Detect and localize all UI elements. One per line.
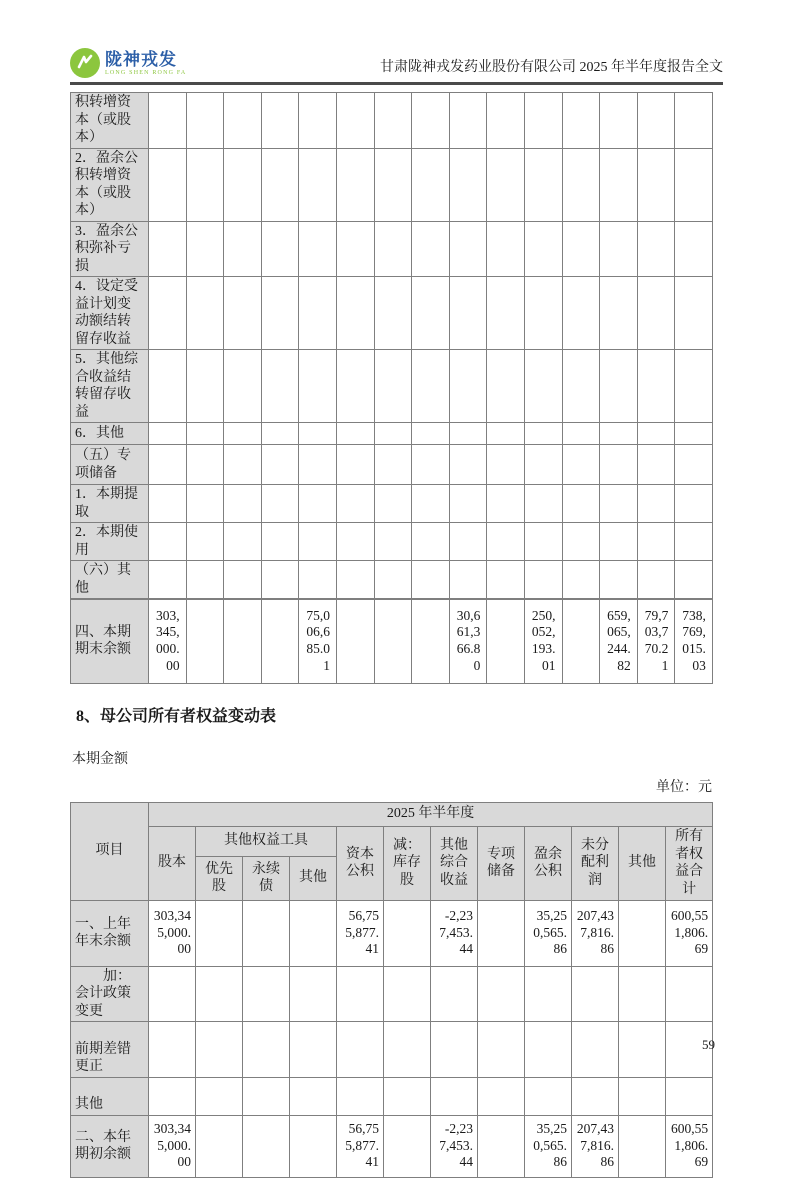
table-row: [71, 277, 713, 350]
table-cell: [299, 221, 337, 277]
table-cell: [290, 966, 337, 1022]
page-header: [70, 0, 723, 78]
table-cell: [336, 221, 374, 277]
page-content: [70, 0, 723, 1178]
table-cell: [478, 1115, 525, 1177]
table-cell: [290, 1077, 337, 1115]
table-cell: [299, 93, 337, 149]
table-cell: [336, 485, 374, 523]
table-cell: [224, 445, 262, 485]
table-row: [71, 966, 713, 1022]
table-cell: [562, 277, 600, 350]
table-cell: [487, 523, 525, 561]
table-cell: [600, 221, 638, 277]
table-cell: [261, 423, 299, 445]
table-cell: [299, 445, 337, 485]
table-cell: [478, 966, 525, 1022]
table-cell: [149, 485, 187, 523]
row-label: （五）专项储备: [71, 445, 149, 485]
table-cell: [431, 966, 478, 1022]
table-cell: [290, 900, 337, 966]
table-cell: [374, 423, 412, 445]
table-row: [71, 523, 713, 561]
table-cell: [336, 148, 374, 221]
table-cell: [374, 221, 412, 277]
table-cell: [186, 148, 224, 221]
table-cell: [299, 523, 337, 561]
table-cell: [337, 1077, 384, 1115]
table-cell: [384, 1115, 431, 1177]
section-title: 8、母公司所有者权益变动表: [76, 707, 277, 725]
table-cell: 659,065,244.82: [600, 599, 638, 683]
table-cell: [243, 1115, 290, 1177]
column-header-oci: 其他综合收益: [431, 826, 478, 900]
table-cell: [600, 148, 638, 221]
table-cell: [261, 561, 299, 600]
table-cell: [196, 1022, 243, 1078]
table-cell: [412, 148, 450, 221]
table-cell: [243, 1077, 290, 1115]
consolidated-equity-table: [70, 92, 713, 684]
table-cell: [374, 599, 412, 683]
row-label: 二、本年期初余额: [71, 1115, 149, 1177]
table-cell: [336, 423, 374, 445]
parent-equity-table: [70, 802, 713, 1178]
table-row: [71, 1115, 713, 1177]
table-cell: [224, 561, 262, 600]
table-cell: [412, 599, 450, 683]
column-header-other-tool: 其他: [290, 856, 337, 900]
row-label: 积转增资本（或股本）: [71, 93, 149, 149]
table-cell: 303,345,000.00: [149, 900, 196, 966]
table-cell: [196, 966, 243, 1022]
table-cell: [374, 277, 412, 350]
table-cell: [487, 485, 525, 523]
table-cell: [572, 1022, 619, 1078]
table-cell: [675, 148, 713, 221]
table-cell: [224, 423, 262, 445]
table-cell: [412, 445, 450, 485]
table-cell: [449, 523, 487, 561]
table-cell: [525, 1077, 572, 1115]
table-cell: [619, 1077, 666, 1115]
table-cell: [431, 1022, 478, 1078]
table-cell: [374, 523, 412, 561]
table-cell: [449, 221, 487, 277]
table-cell: [562, 148, 600, 221]
period-caption: 本期金额: [72, 751, 128, 767]
table-cell: -2,237,453.44: [431, 1115, 478, 1177]
row-label: 5．其他综合收益结转留存收益: [71, 350, 149, 423]
table-cell: [600, 445, 638, 485]
table-cell: [637, 445, 675, 485]
row-label: （六）其他: [71, 561, 149, 600]
table-cell: [412, 277, 450, 350]
table-cell: [261, 277, 299, 350]
table-cell: 738,769,015.03: [675, 599, 713, 683]
table-cell: [149, 277, 187, 350]
table-cell: [149, 423, 187, 445]
table-cell: [374, 93, 412, 149]
table-cell: [336, 561, 374, 600]
column-header-period: 2025 年半年度: [149, 802, 713, 826]
table-row: [71, 445, 713, 485]
table-row: [71, 221, 713, 277]
table-cell: [600, 277, 638, 350]
table-cell: [562, 350, 600, 423]
table-cell: [336, 445, 374, 485]
table-cell: [412, 423, 450, 445]
table-cell: [186, 485, 224, 523]
table-cell: 303,345,000.00: [149, 1115, 196, 1177]
table-cell: [186, 523, 224, 561]
row-label: 3．盈余公积弥补亏损: [71, 221, 149, 277]
table-cell: [243, 1022, 290, 1078]
table-cell: [299, 423, 337, 445]
column-header-preferred: 优先股: [196, 856, 243, 900]
table-cell: [149, 445, 187, 485]
table-row: [71, 485, 713, 523]
table-cell: [487, 93, 525, 149]
table-cell: [384, 1077, 431, 1115]
table-header-row: [71, 802, 713, 826]
table-cell: [149, 350, 187, 423]
page-number: 59: [702, 1037, 715, 1052]
table-cell: [412, 523, 450, 561]
table-cell: [487, 423, 525, 445]
table-cell: [600, 423, 638, 445]
table-cell: [449, 423, 487, 445]
table-cell: [186, 423, 224, 445]
table-cell: [224, 599, 262, 683]
table-cell: [675, 561, 713, 600]
table-cell: [374, 561, 412, 600]
table-cell: [186, 93, 224, 149]
row-label: 2．本期使用: [71, 523, 149, 561]
table-cell: [243, 966, 290, 1022]
table-row: [71, 561, 713, 600]
table-cell: [524, 350, 562, 423]
table-cell: [600, 350, 638, 423]
row-label: 一、上年年末余额: [71, 900, 149, 966]
table-cell: [637, 221, 675, 277]
table-cell: [261, 485, 299, 523]
table-row: [71, 1077, 713, 1115]
table-cell: [637, 148, 675, 221]
table-cell: [562, 485, 600, 523]
table-cell: 207,437,816.86: [572, 900, 619, 966]
table-cell: [562, 561, 600, 600]
table-cell: 75,006,685.01: [299, 599, 337, 683]
table-cell: [572, 1077, 619, 1115]
table-cell: [562, 599, 600, 683]
table-cell: [336, 350, 374, 423]
table-cell: [524, 148, 562, 221]
table-cell: [562, 423, 600, 445]
table-cell: [149, 523, 187, 561]
column-header-other-equity-group: 其他权益工具: [196, 826, 337, 856]
brand-name-cn: 陇神戎发: [105, 49, 177, 69]
column-header-project: 项目: [71, 802, 149, 900]
table-cell: [374, 148, 412, 221]
table-cell: [374, 485, 412, 523]
table-cell: [675, 445, 713, 485]
table-cell: [449, 277, 487, 350]
table-cell: 600,551,806.69: [666, 900, 713, 966]
table-cell: [449, 93, 487, 149]
table-cell: [487, 445, 525, 485]
row-label: 前期差错更正: [71, 1022, 149, 1078]
table-cell: [290, 1115, 337, 1177]
table-cell: [261, 221, 299, 277]
brand-text: [105, 51, 186, 76]
table-cell: [337, 966, 384, 1022]
table-cell: [384, 900, 431, 966]
table-cell: [675, 93, 713, 149]
table-cell: [196, 1115, 243, 1177]
table-cell: [600, 561, 638, 600]
table-cell: [637, 277, 675, 350]
table-cell: [431, 1077, 478, 1115]
table-cell: [186, 445, 224, 485]
table-cell: [384, 1022, 431, 1078]
table-cell: [224, 93, 262, 149]
table-cell: [224, 485, 262, 523]
table-cell: [299, 485, 337, 523]
table-cell: [261, 523, 299, 561]
table-cell: [336, 523, 374, 561]
table-cell: [374, 350, 412, 423]
table-cell: [478, 1077, 525, 1115]
table-cell: [562, 445, 600, 485]
table-cell: [336, 599, 374, 683]
row-label: 其他: [71, 1077, 149, 1115]
table-cell: [619, 1022, 666, 1078]
table-cell: 56,755,877.41: [337, 1115, 384, 1177]
table-cell: [524, 445, 562, 485]
table-cell: [478, 1022, 525, 1078]
table-cell: [290, 1022, 337, 1078]
table-cell: [412, 561, 450, 600]
row-label: 加：会计政策变更: [71, 966, 149, 1022]
row-label: 4．设定受益计划变动额结转留存收益: [71, 277, 149, 350]
table-row: [71, 599, 713, 683]
table-cell: [525, 1022, 572, 1078]
table-cell: [487, 561, 525, 600]
table-cell: [186, 350, 224, 423]
table-cell: [261, 350, 299, 423]
table-cell: [562, 221, 600, 277]
table-cell: 600,551,806.69: [666, 1115, 713, 1177]
table-cell: [261, 445, 299, 485]
table-cell: [243, 900, 290, 966]
table-cell: [619, 900, 666, 966]
table-cell: [666, 1077, 713, 1115]
table-cell: [149, 561, 187, 600]
table-cell: [449, 445, 487, 485]
column-header-surplus-reserve: 盈余公积: [525, 826, 572, 900]
table-cell: [600, 523, 638, 561]
table-cell: [487, 277, 525, 350]
column-header-other: 其他: [619, 826, 666, 900]
table-row: [71, 423, 713, 445]
table-cell: [487, 148, 525, 221]
report-title: 甘肃陇神戎发药业股份有限公司 2025 年半年度报告全文: [380, 60, 723, 75]
table-cell: [487, 221, 525, 277]
column-header-less-treasury: 减：库存股: [384, 826, 431, 900]
table-cell: 207,437,816.86: [572, 1115, 619, 1177]
row-label: 6．其他: [71, 423, 149, 445]
table-cell: [224, 350, 262, 423]
table-cell: 35,250,565.86: [525, 1115, 572, 1177]
column-header-special-reserve: 专项储备: [478, 826, 525, 900]
table-header-row: [71, 826, 713, 856]
table-cell: [675, 350, 713, 423]
logo-glyph-icon: [75, 53, 95, 73]
table-row: [71, 93, 713, 149]
table-cell: [299, 277, 337, 350]
table-cell: [637, 485, 675, 523]
table-cell: [562, 93, 600, 149]
table-cell: 30,661,366.80: [449, 599, 487, 683]
table-cell: [374, 445, 412, 485]
table-cell: [637, 423, 675, 445]
table-cell: 56,755,877.41: [337, 900, 384, 966]
table-cell: [299, 148, 337, 221]
table-cell: [524, 423, 562, 445]
logo-icon: [70, 48, 100, 78]
table-cell: [600, 485, 638, 523]
table-cell: [336, 277, 374, 350]
table-cell: [224, 221, 262, 277]
table-cell: [666, 966, 713, 1022]
table-cell: [299, 350, 337, 423]
row-label: 1．本期提取: [71, 485, 149, 523]
table-cell: [675, 423, 713, 445]
table-cell: [449, 148, 487, 221]
column-header-share-capital: 股本: [149, 826, 196, 900]
table-cell: [562, 523, 600, 561]
table-row: [71, 148, 713, 221]
table-cell: [637, 93, 675, 149]
table-cell: [412, 350, 450, 423]
company-logo: [70, 48, 186, 78]
table-cell: [384, 966, 431, 1022]
table-cell: [186, 221, 224, 277]
table-cell: [261, 599, 299, 683]
table-cell: 250,052,193.01: [524, 599, 562, 683]
table-cell: [299, 561, 337, 600]
table-cell: [675, 221, 713, 277]
table-cell: [487, 599, 525, 683]
table-cell: [186, 277, 224, 350]
column-header-retained-profit: 未分配利润: [572, 826, 619, 900]
table-cell: [186, 561, 224, 600]
table-cell: [524, 523, 562, 561]
table-cell: [524, 221, 562, 277]
table-cell: [149, 966, 196, 1022]
row-label: 四、本期期末余额: [71, 599, 149, 683]
table-cell: [525, 966, 572, 1022]
table-cell: [261, 148, 299, 221]
table-cell: [149, 93, 187, 149]
table-cell: [487, 350, 525, 423]
table-cell: 35,250,565.86: [525, 900, 572, 966]
table-cell: [149, 221, 187, 277]
table-cell: [600, 93, 638, 149]
table-cell: [619, 966, 666, 1022]
table-cell: [524, 93, 562, 149]
table-cell: [572, 966, 619, 1022]
table-cell: [619, 1115, 666, 1177]
column-header-total-equity: 所有者权益合计: [666, 826, 713, 900]
table-cell: [524, 485, 562, 523]
table-cell: [261, 93, 299, 149]
table-cell: [449, 350, 487, 423]
table-cell: [337, 1022, 384, 1078]
brand-name-en: LONG SHEN RONG FA: [105, 69, 187, 76]
table-cell: [449, 485, 487, 523]
table-row: [71, 350, 713, 423]
table-cell: [149, 1077, 196, 1115]
table-cell: [186, 599, 224, 683]
table-cell: [637, 561, 675, 600]
table-cell: [524, 277, 562, 350]
table-cell: [412, 221, 450, 277]
table-cell: [149, 1022, 196, 1078]
table-cell: [224, 148, 262, 221]
table-cell: [149, 148, 187, 221]
table-cell: -2,237,453.44: [431, 900, 478, 966]
table-cell: [449, 561, 487, 600]
table-row: [71, 900, 713, 966]
header-rule: [70, 82, 723, 85]
table-cell: [196, 1077, 243, 1115]
table-cell: [675, 485, 713, 523]
column-header-perpetual: 永续债: [243, 856, 290, 900]
table-cell: [675, 277, 713, 350]
row-label: 2．盈余公积转增资本（或股本）: [71, 148, 149, 221]
table-row: [71, 1022, 713, 1078]
table-cell: [637, 350, 675, 423]
table-cell: [524, 561, 562, 600]
table-cell: [412, 93, 450, 149]
unit-caption: 单位：元: [656, 779, 712, 795]
table-cell: [675, 523, 713, 561]
table-cell: [412, 485, 450, 523]
table-cell: [224, 277, 262, 350]
table-cell: [637, 523, 675, 561]
table-cell: [196, 900, 243, 966]
table-cell: 303,345,000.00: [149, 599, 187, 683]
table-cell: [478, 900, 525, 966]
table-cell: 79,703,770.21: [637, 599, 675, 683]
column-header-capital-reserve: 资本公积: [337, 826, 384, 900]
table-cell: [336, 93, 374, 149]
table-cell: [224, 523, 262, 561]
